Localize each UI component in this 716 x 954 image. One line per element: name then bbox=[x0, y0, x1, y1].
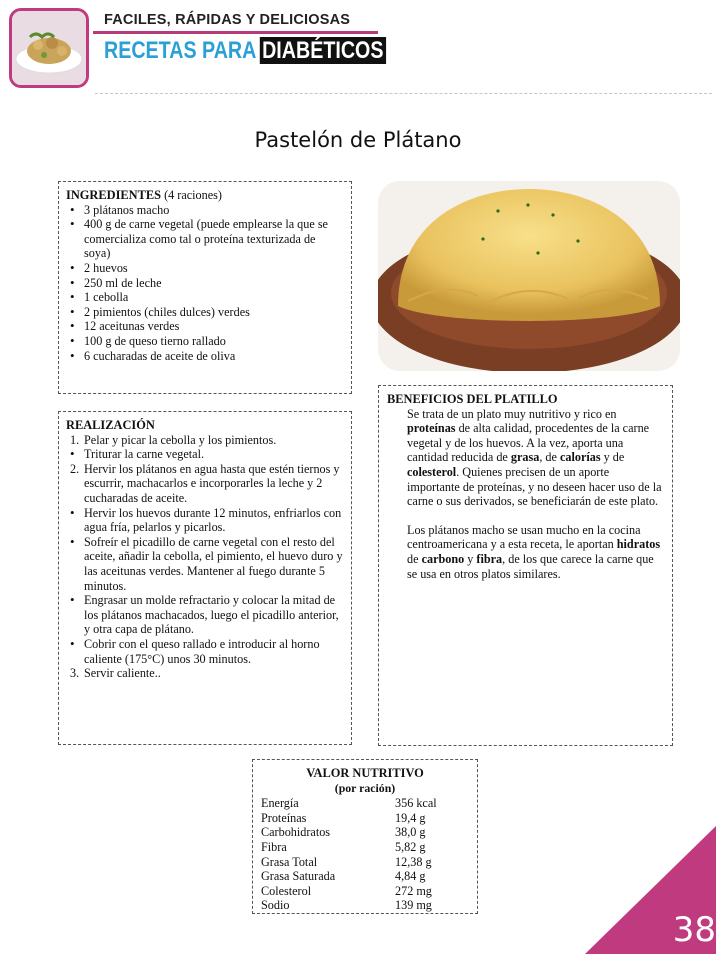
preparation-box bbox=[58, 411, 352, 745]
benefits-text: , de los que carece la carne que se usa en otros platos similares. bbox=[407, 551, 654, 581]
table-row bbox=[261, 825, 469, 840]
benefits-paragraph-1 bbox=[387, 407, 664, 509]
benefits-text: Los plátanos macho se usan mucho en la cocina centroamericana y a esta receta, le aportan bbox=[407, 522, 641, 552]
page-number: 38 bbox=[672, 910, 716, 950]
benefits-text: Se trata de un plato muy nutritivo y rico en bbox=[407, 406, 617, 421]
food-plate-icon bbox=[12, 11, 86, 85]
list-item: • 250 ml de leche bbox=[66, 276, 343, 291]
benefits-bold: fibra bbox=[476, 551, 503, 566]
benefits-box bbox=[378, 385, 673, 746]
table-row bbox=[261, 811, 469, 826]
nutrient-name: Sodio bbox=[261, 898, 290, 913]
benefits-bold: carbono bbox=[421, 551, 465, 566]
nutrition-heading: VALOR NUTRITIVO bbox=[306, 766, 424, 780]
nutrient-name: Grasa Total bbox=[261, 854, 318, 869]
benefits-heading: BENEFICIOS DEL PLATILLO bbox=[387, 392, 558, 406]
table-row bbox=[261, 796, 469, 811]
nutrient-name: Proteínas bbox=[261, 810, 307, 825]
benefits-text: . Quienes precisen de un aporte importante de proteínas, y no deseen hacer uso de la carne o sus derivados, se beneficiarán de este plato. bbox=[407, 464, 662, 509]
ingredients-heading: INGREDIENTES bbox=[66, 188, 162, 202]
header-brand bbox=[104, 37, 386, 65]
benefits-text: de alta calidad, procedentes de la carne vegetal y de los huevos. A la vez, aporta una cantidad reducida de bbox=[407, 421, 650, 465]
dish-photo bbox=[378, 181, 680, 371]
nutrition-box bbox=[252, 759, 478, 914]
table-row bbox=[261, 884, 469, 899]
list-item: • 100 g de queso tierno rallado bbox=[66, 334, 343, 349]
list-item: • Hervir los huevos durante 12 minutos, enfriarlos con agua fría, pelarlos y picarlos. bbox=[66, 506, 343, 535]
list-item: • 2 pimientos (chiles dulces) verdes bbox=[66, 305, 343, 320]
nutrient-name: Grasa Saturada bbox=[261, 869, 336, 884]
nutrient-value: 139 mg bbox=[395, 898, 432, 913]
nutrient-value: 5,82 g bbox=[395, 839, 426, 854]
ingredients-list bbox=[66, 203, 343, 364]
benefits-bold: proteínas bbox=[407, 421, 456, 436]
header-divider bbox=[95, 93, 712, 94]
nutrition-table bbox=[261, 796, 469, 913]
nutrient-name: Carbohidratos bbox=[261, 825, 331, 840]
list-item: • Sofreír el picadillo de carne vegetal con el resto del aceite, añadir la cebolla, el pimiento, el huevo duro y las aceitunas verdes. Mantener al fuego durante 5 minutos. bbox=[66, 535, 343, 593]
preparation-heading: REALIZACIÓN bbox=[66, 418, 155, 432]
preparation-steps bbox=[66, 433, 343, 681]
nutrient-value: 19,4 g bbox=[395, 810, 426, 825]
list-item: 1. Pelar y picar la cebolla y los pimientos. bbox=[66, 433, 343, 448]
nutrient-value: 272 mg bbox=[395, 883, 432, 898]
list-item: 2. Hervir los plátanos en agua hasta que estén tiernos y escurrir, machacarlos e incorporarles la leche y 2 cucharadas de aceite. bbox=[66, 462, 343, 506]
ingredients-header bbox=[66, 188, 343, 203]
table-row bbox=[261, 840, 469, 855]
list-item: • 1 cebolla bbox=[66, 290, 343, 305]
nutrient-value: 12,38 g bbox=[395, 854, 432, 869]
header-accent-bar bbox=[93, 31, 378, 34]
list-item: • 400 g de carne vegetal (puede emplearse la que se comercializa como tal o proteína texturizada de soya) bbox=[66, 217, 343, 261]
dish-image bbox=[378, 181, 680, 371]
nutrient-value: 4,84 g bbox=[395, 869, 426, 884]
benefits-bold: grasa bbox=[510, 450, 540, 465]
logo-plate-image bbox=[9, 8, 89, 88]
list-item: 3. Servir caliente.. bbox=[66, 666, 343, 681]
list-item: • Cobrir con el queso rallado e introducir al horno caliente (175°C) unos 30 minutos. bbox=[66, 637, 343, 666]
ingredients-servings: (4 raciones) bbox=[164, 188, 222, 202]
benefits-text: de bbox=[407, 551, 422, 566]
brand-part2: DIABÉTICOS bbox=[260, 37, 386, 64]
list-item: • 3 plátanos macho bbox=[66, 203, 343, 218]
table-row bbox=[261, 898, 469, 913]
nutrient-value: 38,0 g bbox=[395, 825, 426, 840]
list-item: • 12 aceitunas verdes bbox=[66, 319, 343, 334]
header-tagline: FACILES, RÁPIDAS Y DELICIOSAS bbox=[104, 12, 351, 28]
benefits-text: y bbox=[464, 551, 477, 566]
list-item: • Engrasar un molde refractario y colocar la mitad de los plátanos machacados, luego el picadillo anterior, y otra capa de plátano. bbox=[66, 593, 343, 637]
benefits-text: y de bbox=[600, 450, 625, 465]
nutrient-name: Colesterol bbox=[261, 883, 312, 898]
nutrition-subheading: (por ración) bbox=[334, 780, 396, 795]
list-item: • Triturar la carne vegetal. bbox=[66, 447, 343, 462]
ingredients-box bbox=[58, 181, 352, 394]
table-row bbox=[261, 855, 469, 870]
list-item: • 2 huevos bbox=[66, 261, 343, 276]
benefits-bold: calorías bbox=[559, 450, 601, 465]
benefits-bold: hidratos bbox=[616, 537, 661, 552]
table-row bbox=[261, 869, 469, 884]
nutrient-name: Energía bbox=[261, 796, 299, 811]
list-item: • 6 cucharadas de aceite de oliva bbox=[66, 349, 343, 364]
nutrient-value: 356 kcal bbox=[395, 796, 437, 811]
benefits-bold: colesterol bbox=[407, 464, 457, 479]
benefits-paragraph-2 bbox=[387, 523, 664, 581]
brand-part1: RECETAS PARA bbox=[104, 37, 257, 64]
nutrient-name: Fibra bbox=[261, 839, 287, 854]
page-title: Pastelón de Plátano bbox=[254, 128, 462, 152]
benefits-text: , de bbox=[539, 450, 560, 465]
